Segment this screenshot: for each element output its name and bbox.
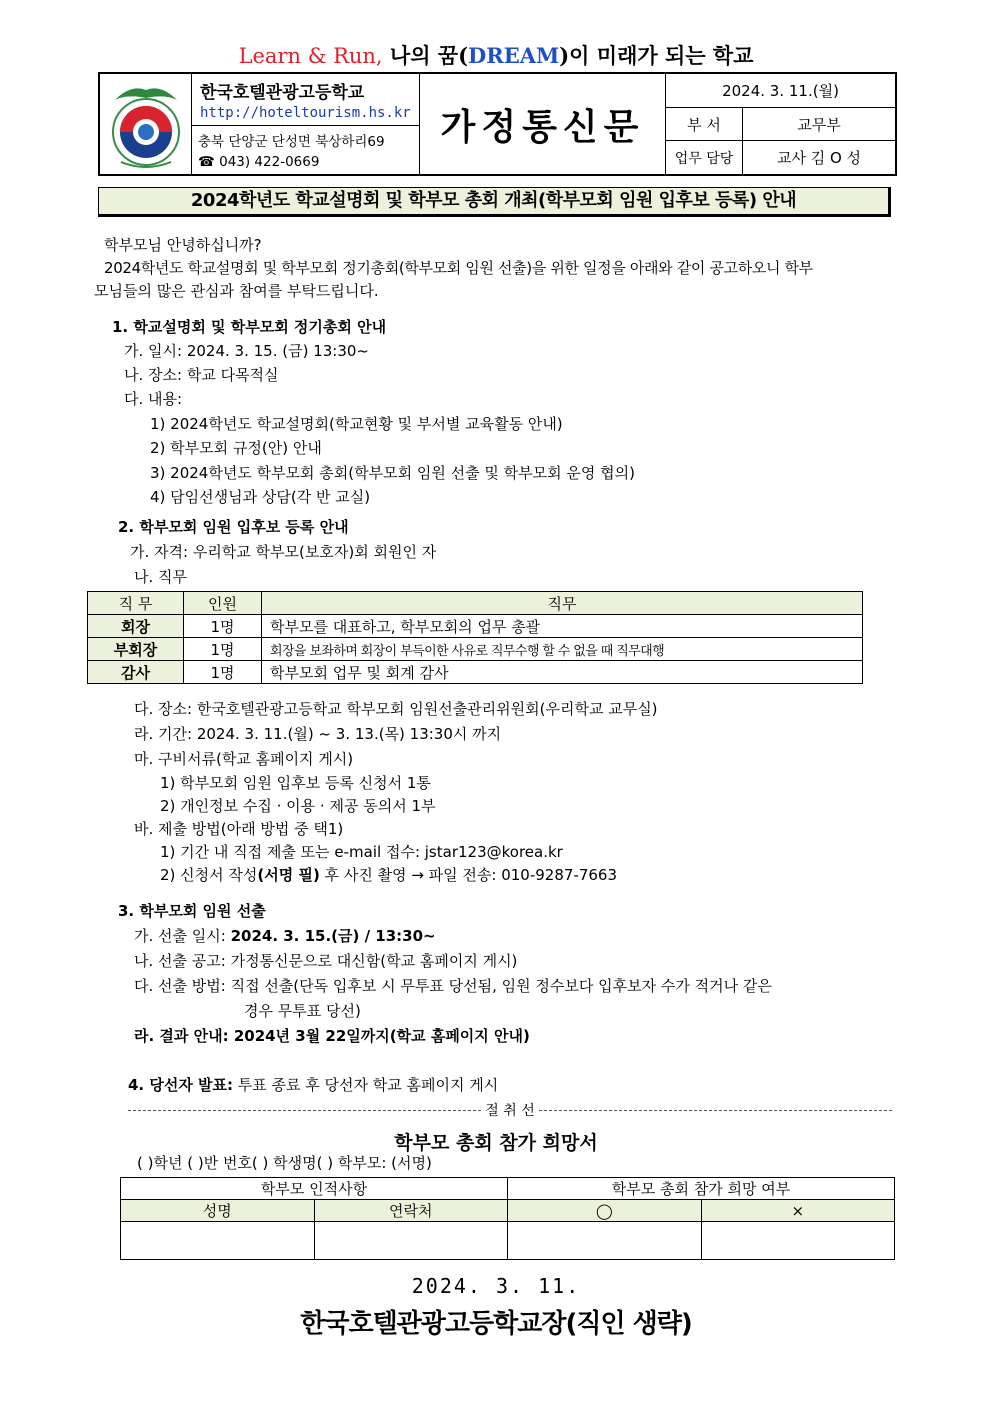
section2-doc: 1) 학부모회 임원 입후보 등록 신청서 1통 — [160, 774, 431, 792]
desc-cell: 학부모를 대표하고, 학부모회의 업무 총괄 — [262, 615, 863, 638]
count-cell: 1명 — [184, 615, 262, 638]
section1-item: 3) 2024학년도 학부모회 총회(학부모회 임원 선출 및 학부모회 운영 협의) — [150, 464, 635, 482]
dept-label: 부 서 — [666, 108, 743, 141]
letterhead — [98, 72, 897, 176]
count-cell: 1명 — [184, 661, 262, 684]
document-title: 가정통신문 — [420, 74, 666, 174]
school-name: 한국호텔관광고등학교 — [200, 83, 365, 103]
section1-content-label: 다. 내용: — [124, 390, 183, 408]
section3-notice: 나. 선출 공고: 가정통신문으로 대신함(학교 홈페이지 게시) — [134, 952, 518, 970]
role-cell: 회장 — [88, 615, 184, 638]
section2-period: 라. 기간: 2024. 3. 11.(월) ~ 3. 13.(목) 13:30시 까지 — [134, 725, 502, 743]
manager-label: 업무 담당 — [666, 141, 743, 174]
section4: 4. 당선자 발표: 투표 종료 후 당선자 학교 홈페이지 게시 — [128, 1076, 499, 1094]
count-cell: 1명 — [184, 638, 262, 661]
section2-place: 다. 장소: 한국호텔관광고등학교 학부모회 임원선출관리위원회(우리학교 교무실) — [134, 700, 658, 718]
form-student-line: ( )학년 ( )반 번호( ) 학생명( ) 학부모: (서명) — [137, 1154, 432, 1172]
document-date: 2024. 3. 11.(월) — [722, 81, 839, 100]
section3-method-2: 경우 무투표 당선) — [244, 1002, 361, 1020]
school-info — [192, 74, 420, 174]
table-row — [88, 661, 863, 684]
document-meta — [666, 74, 895, 174]
table-header: 직 무 — [88, 592, 184, 615]
table-row — [88, 615, 863, 638]
intro-line-2: 모님들의 많은 관심과 참여를 부탁드립니다. — [94, 282, 379, 300]
principal-signature: 한국호텔관광고등학교장(직인 생략) — [300, 1309, 692, 1339]
section1-place: 나. 장소: 학교 다목적실 — [124, 366, 279, 384]
table-header: 직무 — [262, 592, 863, 615]
school-address: 충북 단양군 단성면 북상하리69 — [198, 134, 385, 150]
section1-item: 1) 2024학년도 학교설명회(학교현황 및 부서별 교육활동 안내) — [150, 415, 563, 433]
manager-value: 교사 김 O 성 — [776, 149, 862, 168]
section2-submit-2: 2) 신청서 작성(서명 필) 후 사진 촬영 → 파일 전송: 010-9287-7663 — [160, 866, 618, 884]
form-group-attendance: 학부모 총회 참가 희망 여부 — [508, 1178, 895, 1200]
school-phone: ☎ 043) 422-0669 — [198, 154, 320, 170]
section3-title: 3. 학부모회 임원 선출 — [118, 902, 266, 920]
section1-title: 1. 학교설명회 및 학부모회 정기총회 안내 — [112, 318, 387, 336]
subject-banner: 2024학년도 학교설명회 및 학부모 총회 개최(학부모회 임원 입후보 등록) 안내 — [98, 187, 891, 217]
footer-date: 2024. 3. 11. — [411, 1274, 581, 1298]
section2-docs-label: 마. 구비서류(학교 홈페이지 게시) — [134, 750, 354, 768]
desc-cell: 회장을 보좌하며 회장이 부득이한 사유로 직무수행 할 수 없을 때 직무대행 — [262, 638, 863, 661]
intro-line-1: 2024학년도 학교설명회 및 학부모회 정기총회(학부모회 임원 선출)을 위한 일정을 아래와 같이 공고하오니 학부 — [104, 259, 813, 277]
section2-submit-label: 바. 제출 방법(아래 방법 중 택1) — [134, 820, 344, 838]
table-header-row — [88, 592, 863, 615]
role-cell: 부회장 — [88, 638, 184, 661]
school-logo-cell — [100, 74, 192, 174]
slogan — [0, 40, 992, 70]
form-col-yes: ◯ — [508, 1200, 702, 1222]
form-col-name: 성명 — [121, 1200, 315, 1222]
slogan-korean-2: )이 미래가 되는 학교 — [559, 43, 754, 68]
section2-title: 2. 학부모회 임원 입후보 등록 안내 — [118, 518, 349, 536]
form-title: 학부모 총회 참가 희망서 — [394, 1132, 598, 1154]
school-url[interactable]: http://hoteltourism.hs.kr — [200, 105, 411, 121]
form-group-personal: 학부모 인적사항 — [121, 1178, 508, 1200]
form-name-field[interactable] — [121, 1222, 315, 1260]
section2-doc: 2) 개인정보 수집 · 이용 · 제공 동의서 1부 — [160, 797, 436, 815]
section3-date: 가. 선출 일시: 2024. 3. 15.(금) / 13:30~ — [134, 927, 436, 945]
form-col-contact: 연락처 — [314, 1200, 508, 1222]
form-input-row — [121, 1222, 895, 1260]
section1-item: 4) 담임선생님과 상담(각 반 교실) — [150, 488, 371, 506]
table-row — [88, 638, 863, 661]
school-emblem-icon — [107, 78, 185, 170]
section3-method-1: 다. 선출 방법: 직접 선출(단독 입후보 시 무투표 당선됨, 임원 정수보다 입후보자 수가 적거나 같은 — [134, 977, 772, 995]
role-cell: 감사 — [88, 661, 184, 684]
duty-table — [87, 591, 863, 684]
cut-line-label: 절 취 선 — [485, 1103, 535, 1119]
form-col-no: × — [701, 1200, 895, 1222]
form-contact-field[interactable] — [314, 1222, 508, 1260]
table-header: 인원 — [184, 592, 262, 615]
section3-result: 라. 결과 안내: 2024년 3월 22일까지(학교 홈페이지 안내) — [134, 1027, 530, 1045]
section1-item: 2) 학부모회 규정(안) 안내 — [150, 439, 322, 457]
cut-line — [128, 1100, 892, 1120]
section2-qualification: 가. 자격: 우리학교 학부모(보호자)회 회원인 자 — [130, 543, 437, 561]
desc-cell: 학부모회 업무 및 회계 감사 — [262, 661, 863, 684]
section1-date: 가. 일시: 2024. 3. 15. (금) 13:30~ — [124, 342, 369, 360]
slogan-korean-1: 나의 꿈( — [382, 43, 469, 68]
form-no-field[interactable] — [701, 1222, 895, 1260]
participation-form-table — [120, 1177, 895, 1260]
section2-submit-1: 1) 기간 내 직접 제출 또는 e-mail 접수: jstar123@korea.kr — [160, 843, 563, 861]
slogan-english: Learn & Run, — [238, 44, 383, 68]
greeting: 학부모님 안녕하십니까? — [104, 236, 262, 254]
form-group-row — [121, 1178, 895, 1200]
section2-duty-label: 나. 직무 — [134, 568, 188, 586]
form-yes-field[interactable] — [508, 1222, 702, 1260]
form-header-row — [121, 1200, 895, 1222]
dept-value: 교무부 — [797, 115, 841, 134]
slogan-dream: DREAM — [468, 43, 560, 68]
